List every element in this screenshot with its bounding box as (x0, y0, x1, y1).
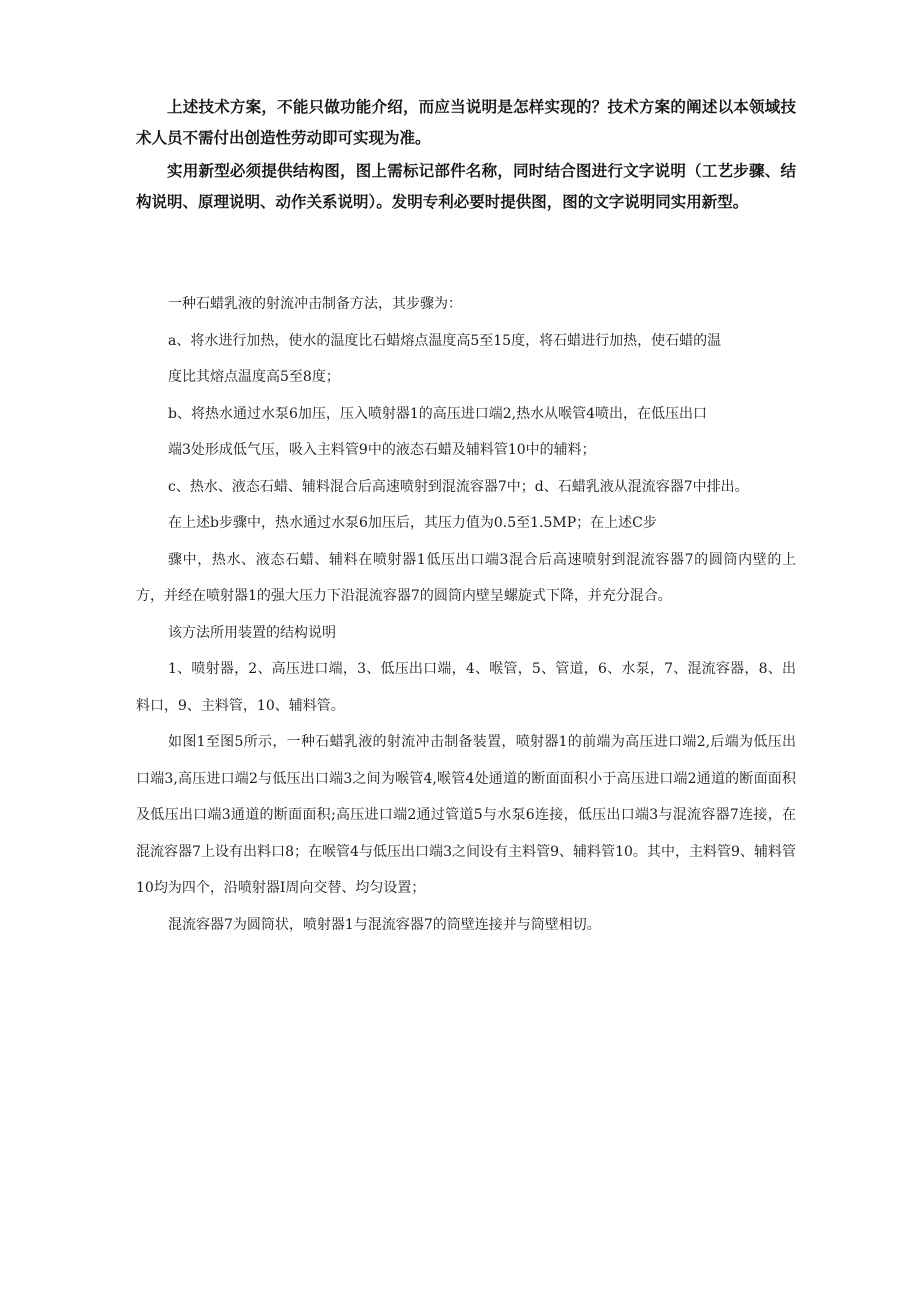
structure-title: 该方法所用装置的结构说明 (168, 624, 336, 641)
intro-section (136, 92, 796, 220)
step-b-line-1: b、将热水通过水泵6加压，压入喷射器1的高压进口端2,热水从喉管4喷出，在低压出口 (168, 405, 708, 422)
intro-paragraph-2: 实用新型必须提供结构图，图上需标记部件名称，同时结合图进行文字说明（工艺步骤、结构说明、原理说明、动作关系说明）。发明专利必要时提供图，图的文字说明同实用新型。 (136, 162, 796, 211)
detail-paragraph: 骤中，热水、液态石蜡、辅料在喷射器1低压出口端3混合后高速喷射到混流容器7的圆筒内壁的上方，并经在喷射器1的强大压力下沿混流容器7的圆筒内壁呈螺旋式下降，并充分混合。 (136, 551, 796, 604)
device-description: 如图1至图5所示，一种石蜡乳液的射流冲击制备装置，喷射器1的前端为高压进口端2,后端为低压出口端3,高压进口端2与低压出口端3之间为喉管4,喉管4处通道的断面面积小于高压进口端2通道的断面面积及低压出口端3通道的断面面积;高压进口端2通过管道5与水泵6连接，低压出口端3与混流容器7连接，在混流容器7上设有出料口8；在喉管4与低压出口端3之间设有主料管9、辅料管10。其中，主料管9、辅料管10均为四个，沿喷射器I周向交替、均匀设置； (136, 734, 796, 896)
intro-paragraph-1: 上述技术方案，不能只做功能介绍，而应当说明是怎样实现的？技术方案的阐述以本领域技术人员不需付出创造性劳动即可实现为准。 (136, 98, 796, 147)
detail-line-1: 在上述b步骤中，热水通过水泵6加压后，其压力值为0.5至1.5MP；在上述C步 (168, 515, 657, 531)
step-a-line-1: a、将水进行加热，使水的温度比石蜡熔点温度高5至15度，将石蜡进行加热，使石蜡的温 (168, 332, 722, 349)
container-description: 混流容器7为圆筒状，喷射器1与混流容器7的筒壁连接并与筒壁相切。 (168, 916, 601, 933)
step-cd-paragraph: c、热水、液态石蜡、辅料混合后高速喷射到混流容器7中；d、石蜡乳液从混流容器7中排出。 (168, 478, 749, 495)
method-title: 一种石蜡乳液的射流冲击制备方法，其步骤为： (168, 296, 462, 312)
step-a-line-2: 度比其熔点温度高5至8度； (168, 369, 340, 385)
parts-list: 1、喷射器，2、高压进口端，3、低压出口端，4、喉管，5、管道，6、水泵，7、混流容器，8、出料口，9、主料管，10、辅料管。 (136, 661, 796, 714)
step-b-line-2: 端3处形成低气压，吸入主料管9中的液态石蜡及辅料管10中的辅料； (168, 442, 596, 458)
method-section (136, 286, 796, 943)
